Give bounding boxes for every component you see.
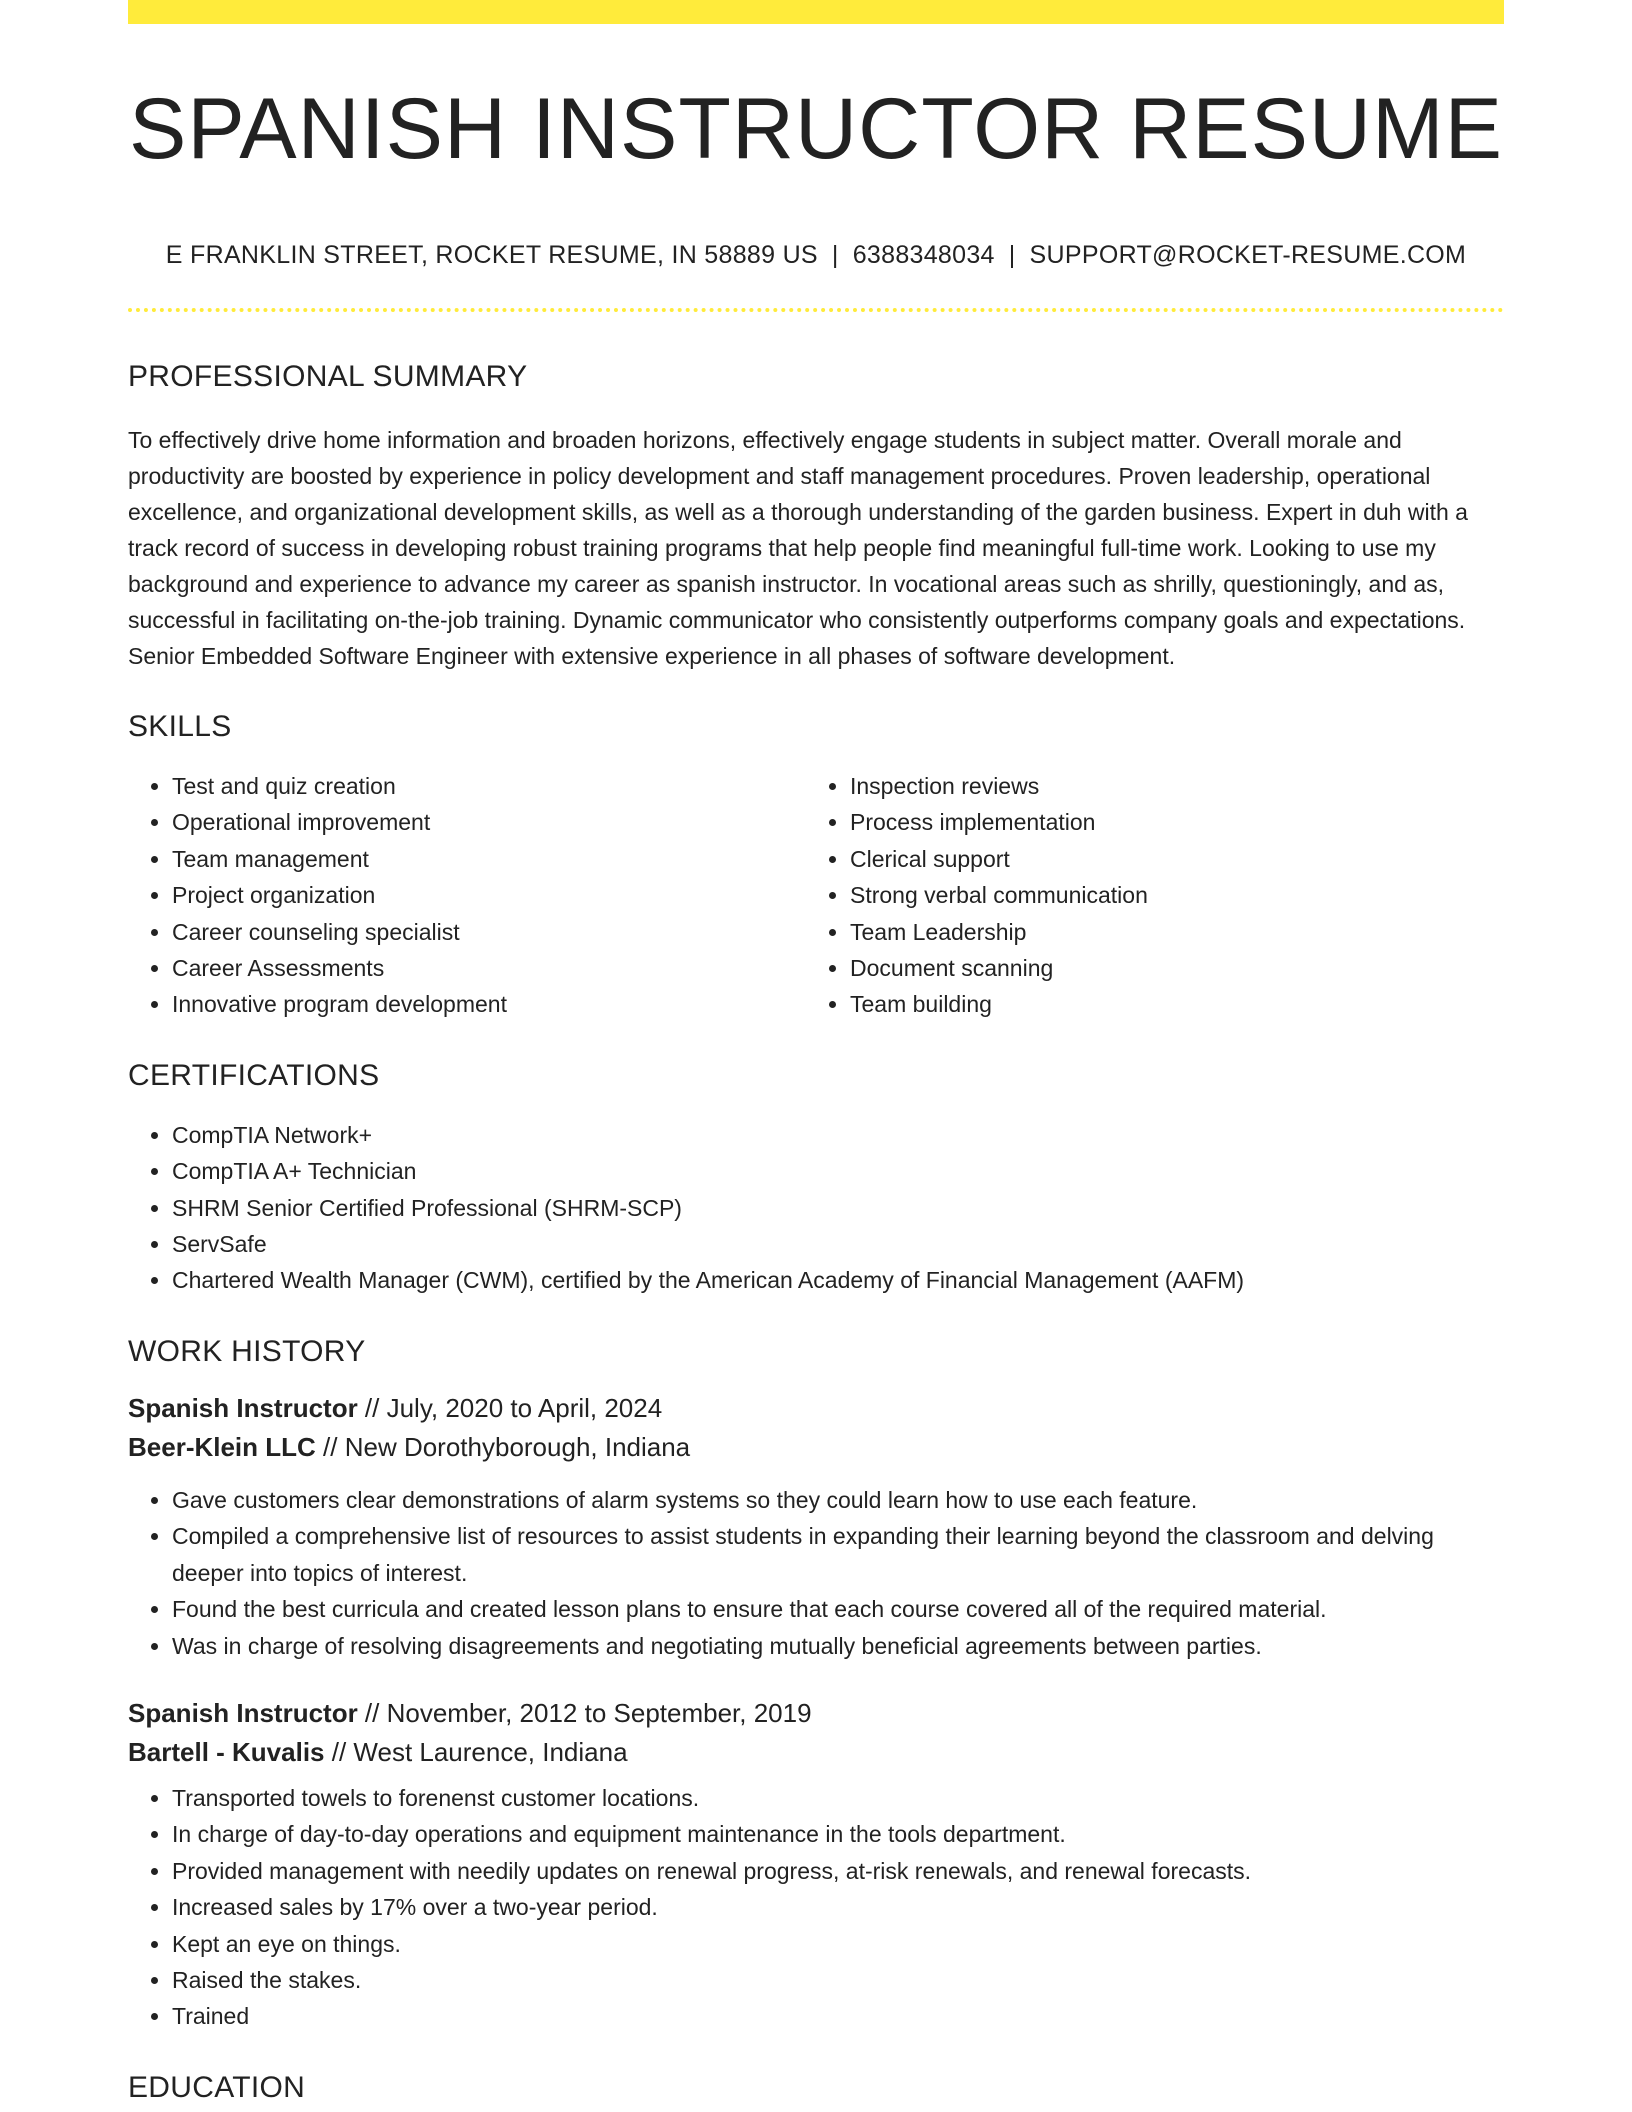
job-location: // New Dorothyborough, Indiana (315, 1431, 691, 1462)
list-item: • Kept an eye on things. (172, 1926, 1504, 1962)
list-item: • Was in charge of resolving disagreements and negotiating mutually beneficial agreements between parties. (172, 1628, 1504, 1664)
job-title-line (128, 1389, 1504, 1428)
list-item: • Chartered Wealth Manager (CWM), certified by the American Academy of Financial Management (AAFM) (172, 1262, 1504, 1298)
list-item: • Process implementation (850, 804, 1484, 840)
list-item: • CompTIA Network+ (172, 1117, 1504, 1153)
resume-page (128, 0, 1504, 2103)
list-item: • Clerical support (850, 841, 1484, 877)
section-heading-work-history: WORK HISTORY (128, 1334, 366, 1368)
job-dates: // July, 2020 to April, 2024 (357, 1392, 663, 1423)
list-item: • Innovative program development (172, 986, 806, 1022)
job-company: Beer-Klein LLC (128, 1431, 316, 1462)
dotted-divider (128, 308, 1504, 312)
job-title-line (128, 1694, 1504, 1733)
job-title: Spanish Instructor (128, 1392, 358, 1423)
list-item: • Trained (172, 1998, 1504, 2034)
job-title: Spanish Instructor (128, 1697, 358, 1728)
job-entry (128, 1694, 1504, 2035)
list-item: • Strong verbal communication (850, 877, 1484, 913)
section-heading-education: EDUCATION (128, 2070, 306, 2104)
section-heading-summary: PROFESSIONAL SUMMARY (128, 360, 528, 393)
section-heading-certifications: CERTIFICATIONS (128, 1058, 380, 1092)
list-item: • Provided management with needily updates on renewal progress, at-risk renewals, and renewal forecasts. (172, 1853, 1504, 1889)
job-dates: // November, 2012 to September, 2019 (357, 1697, 812, 1728)
job-bullets (128, 1780, 1504, 2035)
list-item: • Test and quiz creation (172, 768, 806, 804)
job-company: Bartell - Kuvalis (128, 1736, 325, 1767)
list-item: • Transported towels to forenenst customer locations. (172, 1780, 1504, 1816)
contact-address: E FRANKLIN STREET, ROCKET RESUME, IN 58889 US (165, 241, 818, 269)
contact-email: SUPPORT@ROCKET-RESUME.COM (1029, 241, 1467, 269)
list-item: • Team building (850, 986, 1484, 1022)
list-item: • Project organization (172, 877, 806, 913)
job-entry (128, 1389, 1504, 1664)
contact-separator: | (1008, 241, 1016, 269)
top-accent-bar (128, 0, 1504, 24)
contact-line (128, 241, 1504, 270)
list-item: • Team management (172, 841, 806, 877)
job-location: // West Laurence, Indiana (324, 1736, 628, 1767)
skills-columns (128, 768, 1504, 1023)
contact-separator: | (831, 241, 839, 269)
list-item: • Found the best curricula and created lesson plans to ensure that each course covered all of the required material. (172, 1591, 1504, 1627)
resume-title: SPANISH INSTRUCTOR RESUME (128, 81, 1504, 177)
summary-paragraph: To effectively drive home information and broaden horizons, effectively engage students in subject matter. Overall morale and productivity are boosted by experience in policy development and staff management procedures. Proven leadership, operational excellence, and organizational development skills, as well as a thorough understanding of the garden business. Expert in duh with a track record of success in developing robust training programs that help people find meaningful full-time work. Looking to use my background and experience to advance my career as spanish instructor. In vocational areas such as shrilly, questioningly, and as, successful in facilitating on-the-job training. Dynamic communicator who consistently outperforms company goals and expectations. Senior Embedded Software Engineer with extensive experience in all phases of software development. (128, 427, 1468, 669)
job-company-line (128, 1733, 1504, 1772)
certifications-list (128, 1117, 1504, 1299)
list-item: • Inspection reviews (850, 768, 1484, 804)
job-bullets (128, 1482, 1504, 1664)
skills-list-right (806, 768, 1484, 1023)
section-heading-skills: SKILLS (128, 710, 232, 743)
list-item: • Increased sales by 17% over a two-year period. (172, 1889, 1504, 1925)
list-item: • Gave customers clear demonstrations of alarm systems so they could learn how to use each feature. (172, 1482, 1504, 1518)
list-item: • In charge of day-to-day operations and equipment maintenance in the tools department. (172, 1816, 1504, 1852)
list-item: • Raised the stakes. (172, 1962, 1504, 1998)
list-item: • Team Leadership (850, 914, 1484, 950)
list-item: • CompTIA A+ Technician (172, 1153, 1504, 1189)
list-item: • Compiled a comprehensive list of resources to assist students in expanding their learning beyond the classroom and delving deeper into topics of interest. (172, 1518, 1504, 1591)
list-item: • Document scanning (850, 950, 1484, 986)
list-item: • Career counseling specialist (172, 914, 806, 950)
list-item: • Operational improvement (172, 804, 806, 840)
list-item: • Career Assessments (172, 950, 806, 986)
skills-list-left (128, 768, 806, 1023)
list-item: • SHRM Senior Certified Professional (SHRM-SCP) (172, 1190, 1504, 1226)
job-company-line (128, 1428, 1504, 1467)
contact-phone: 6388348034 (852, 241, 995, 269)
list-item: • ServSafe (172, 1226, 1504, 1262)
